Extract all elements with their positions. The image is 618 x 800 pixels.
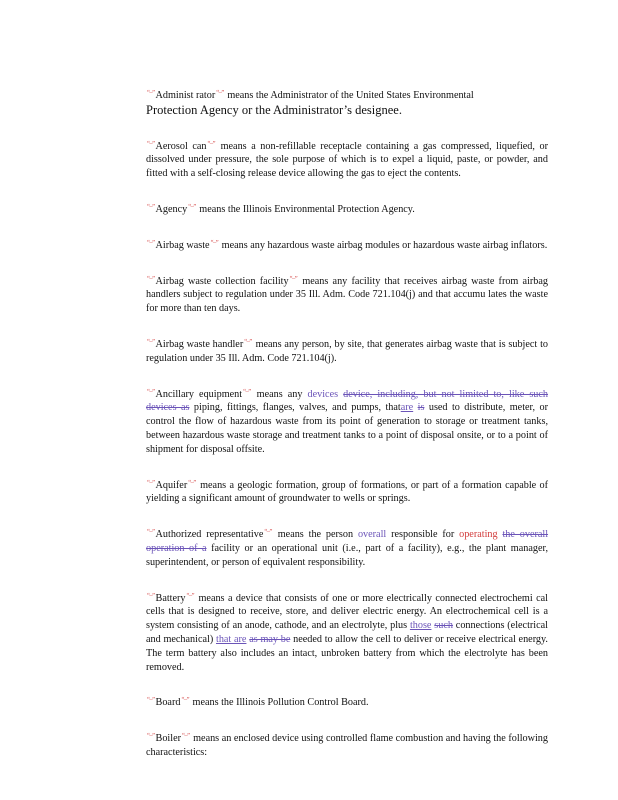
close-quote-mark: “–”	[243, 387, 251, 395]
term: Administ rator	[155, 90, 216, 101]
definition-text: means any facility that receives airbag waste from airbag handlers subject to regulation under 35 Ill. Adm. Code 721.104(j) and that accumu lates the waste for more than ten days.	[146, 275, 549, 315]
open-quote-mark: “–”	[147, 238, 155, 246]
definition-text-continued: Protection Agency or the Administrator’s designee.	[146, 102, 402, 117]
definition-board	[146, 693, 548, 710]
definition-text: connections (electrical and mechanical)	[146, 620, 548, 645]
deleted-text: is	[417, 402, 425, 414]
term: Authorized representative	[155, 529, 264, 541]
close-quote-mark: “–”	[188, 202, 196, 210]
close-quote-mark: “–”	[216, 89, 224, 96]
close-quote-mark: “–”	[244, 337, 252, 345]
definition-text: means any hazardous waste airbag modules or hazardous waste airbag inflators.	[221, 239, 548, 251]
deleted-text: such	[434, 620, 453, 632]
term: Ancillary equipment	[155, 388, 243, 400]
definition-text: means a non-refillable receptacle containing a gas compressed, liquefied, or dissolved under pressure, the sole purpose of which is to expel a liquid, paste, or powder, and fitted with a self-closing release device allowing the gas to eject the contents.	[146, 140, 548, 180]
inserted-text: operating	[459, 529, 498, 541]
term: Battery	[155, 592, 186, 604]
definition-aerosol-can	[146, 137, 548, 181]
deleted-text: device, including, but not limited to, like such devices as	[146, 388, 549, 414]
definition-text: means the Illinois Pollution Control Board.	[192, 697, 369, 709]
definition-text: needed to allow the cell to deliver or receive electrical energy. The term battery also includes an intact, unbroken battery from which the electrolyte has been removed.	[146, 633, 548, 673]
inserted-text: that are	[215, 633, 247, 645]
open-quote-mark: “–”	[147, 139, 155, 147]
definition-text: means the Illinois Environmental Protection Agency.	[199, 203, 415, 215]
definition-text: means the person	[277, 529, 354, 541]
term: Board	[155, 697, 181, 709]
definition-agency	[146, 200, 548, 217]
term: Airbag waste collection facility	[155, 275, 289, 287]
definition-text: piping, fittings, flanges, valves, and pumps, that	[193, 402, 401, 414]
close-quote-mark: “–”	[207, 139, 216, 147]
close-quote-mark: “–”	[182, 732, 190, 740]
definition-text: responsible for	[391, 529, 455, 541]
definition-text: means any	[256, 388, 303, 400]
open-quote-mark: “–”	[147, 89, 155, 96]
inserted-text: devices	[307, 388, 339, 400]
term: Agency	[155, 203, 188, 215]
open-quote-mark: “–”	[147, 478, 155, 486]
open-quote-mark: “–”	[147, 591, 155, 599]
close-quote-mark: “–”	[289, 274, 298, 282]
definition-battery	[146, 589, 548, 675]
open-quote-mark: “–”	[147, 732, 155, 740]
term: Aquifer	[155, 479, 188, 491]
term: Airbag waste	[155, 239, 210, 251]
definition-ancillary-equipment	[146, 385, 548, 457]
definition-boiler	[146, 729, 548, 760]
definition-text: means the Administrator of the United States Environmental	[227, 90, 474, 101]
definitions-list	[146, 86, 548, 779]
term: Airbag waste handler	[155, 338, 244, 350]
open-quote-mark: “–”	[147, 528, 155, 536]
inserted-text: overall	[357, 529, 387, 541]
definition-administrator	[146, 86, 548, 118]
definition-aquifer	[146, 476, 548, 507]
open-quote-mark: “–”	[147, 387, 155, 395]
definition-text: means any person, by site, that generates airbag waste that is subject to regulation under 35 Ill. Adm. Code 721.104(j).	[146, 338, 548, 364]
definition-text: means a geologic formation, group of formations, or part of a formation capable of yielding a significant amount of groundwater to wells or springs.	[146, 479, 549, 505]
close-quote-mark: “–”	[264, 528, 272, 536]
inserted-text: are	[400, 402, 414, 414]
term: Aerosol can	[155, 140, 207, 152]
definition-text: facility or an operational unit (i.e., part of a facility), e.g., the plant manager, superintendent, or person of equivalent responsibility.	[146, 542, 549, 568]
definition-text: means a device that consists of one or more electrically connected electrochemi cal cells that is designed to receive, store, and deliver electric energy. An electrochemical cell is a system consisting of an anode, cathode, and an electrolyte, plus	[146, 592, 548, 632]
open-quote-mark: “–”	[147, 202, 155, 210]
term: Boiler	[155, 733, 181, 745]
deleted-text: as may be	[249, 633, 291, 645]
inserted-text: those	[409, 620, 432, 632]
close-quote-mark: “–”	[181, 696, 189, 704]
open-quote-mark: “–”	[147, 696, 155, 704]
definition-authorized-representative	[146, 525, 548, 569]
close-quote-mark: “–”	[210, 238, 219, 246]
deleted-text: the overall operation of a	[146, 529, 549, 554]
open-quote-mark: “–”	[147, 274, 155, 282]
definition-airbag-waste	[146, 236, 548, 253]
definition-text: used to distribute, meter, or control the flow of hazardous waste from its point of generation to storage or treatment tanks, between hazardous waste storage and treatment tanks to a point of disposal onsite, or to a point of shipment for disposal offsite.	[146, 402, 549, 455]
close-quote-mark: “–”	[188, 478, 196, 486]
definition-airbag-waste-handler	[146, 335, 548, 366]
open-quote-mark: “–”	[147, 337, 155, 345]
definition-airbag-waste-collection-facility	[146, 272, 548, 316]
close-quote-mark: “–”	[186, 591, 195, 599]
definition-text: means an enclosed device using controlled flame combustion and having the following characteristics:	[146, 733, 548, 758]
